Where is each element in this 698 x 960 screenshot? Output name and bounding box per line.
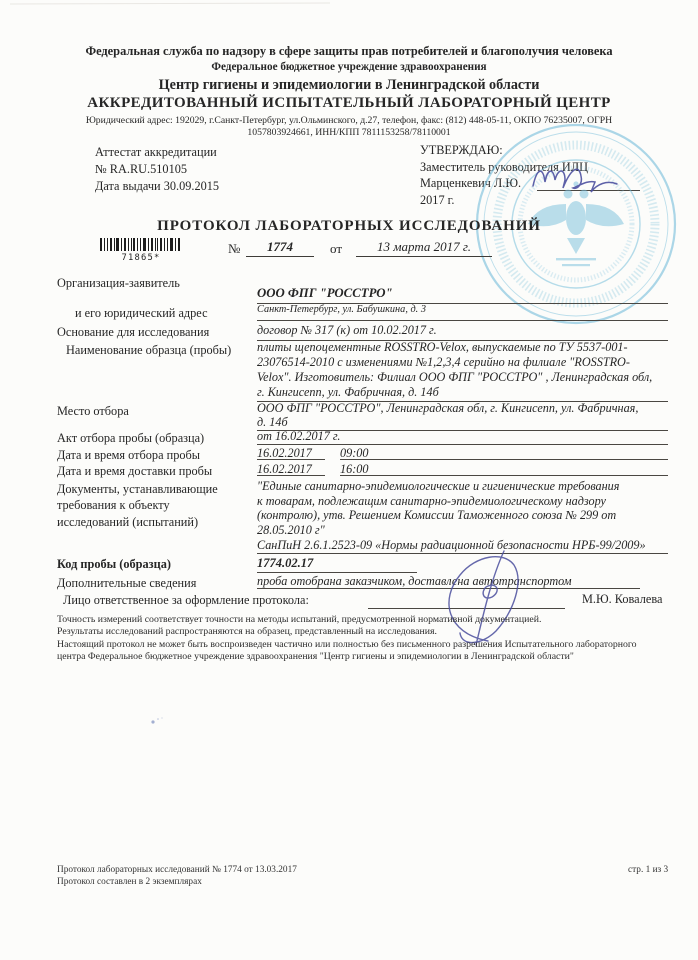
legal-address-label: и его юридический адрес (75, 306, 208, 320)
header-center-line: Центр гигиены и эпидемиологии в Ленинградской области (158, 77, 540, 93)
footer-page-indicator: стр. 1 из 3 (628, 865, 669, 875)
extra-info-value: проба отобрана заказчиком, доставлена автотранспортом (257, 574, 640, 589)
requirement-docs-label: Документы, устанавливающие требования к объекту исследований (испытаний) (57, 482, 218, 529)
from-word: от (330, 241, 343, 256)
accreditation-number: № RA.RU.510105 (95, 162, 188, 176)
footer-copies-note: Протокол составлен в 2 экземплярах (57, 877, 202, 887)
sampling-act-value: от 16.02.2017 г. (257, 429, 668, 445)
ink-speck (150, 716, 164, 726)
approval-name: Марценкевич Л.Ю. (420, 176, 522, 190)
header-accredited-line: АККРЕДИТОВАННЫЙ ИСПЫТАТЕЛЬНЫЙ ЛАБОРАТОРНЫЙ ЦЕНТР (87, 95, 611, 111)
delivery-date: 16.02.2017 (257, 462, 325, 476)
org-value: ООО ФПГ "РОССТРО" (257, 286, 668, 304)
legal-address-value: Санкт-Петербург, ул. Бабушкина, д. 3 (257, 304, 668, 321)
approval-position: Заместитель руководителя ИЛЦ (420, 160, 589, 174)
sample-name-value: плиты щепоцементные ROSSTRO-Velox, выпускаемые по ТУ 5537-001- 23076514-2010 с изменениями №1,2,3,4 серийно на филиале "ROSSTRO- Velox". Изготовитель: Филиал ООО ФПГ "РОССТРО" , Ленинградская обл, г. Кингисепп, ул. Фабричная, д. 14б (257, 340, 668, 402)
sample-name-label: Наименование образца (пробы) (66, 343, 232, 357)
basis-label: Основание для исследования (57, 325, 210, 339)
header-address-line-2: 1057803924661, ИНН/КПП 7811153258/78110001 (247, 127, 451, 138)
sampling-place-label: Место отбора (57, 404, 129, 418)
approval-word: УТВЕРЖДАЮ: (420, 143, 503, 157)
note-accuracy: Точность измерений соответствует точности на методы испытаний, предусмотренной нормативной документацией. (57, 614, 542, 625)
delivery-datetime-label: Дата и время доставки пробы (57, 464, 213, 478)
accreditation-title: Аттестат аккредитации (95, 145, 217, 159)
basis-value: договор № 317 (к) от 10.02.2017 г. (257, 323, 668, 341)
sampling-place-value: ООО ФПГ "РОССТРО", Ленинградская обл, г. Кингисепп, ул. Фабричная, д. 14б (257, 402, 668, 431)
requirement-docs-value: "Единые санитарно-эпидемиологические и гигиенические требования к товарам, подлежащим санитарно-эпидемиологическому надзору (контролю), утв. Решением Комиссии Таможенного союза № 299 от 28.05.2010 г" СанПиН 2.6.1.2523-09 «Нормы радиационной безопасности НРБ-99/2009» (257, 479, 668, 554)
selection-time: 09:00 (340, 446, 668, 460)
fine-print-notes (57, 614, 661, 664)
accreditation-issued: Дата выдачи 30.09.2015 (95, 179, 220, 193)
barcode-icon (100, 238, 182, 251)
protocol-title: ПРОТОКОЛ ЛАБОРАТОРНЫХ ИССЛЕДОВАНИЙ (157, 218, 541, 234)
selection-date: 16.02.2017 (257, 446, 325, 460)
footer-protocol-ref: Протокол лабораторных исследований № 1774 от 13.03.2017 (57, 865, 297, 875)
responsible-person-name: М.Ю. Ковалева (582, 592, 663, 606)
approval-year: 2017 г. (420, 193, 455, 207)
delivery-time: 16:00 (340, 462, 668, 476)
extra-info-label: Дополнительные сведения (57, 576, 197, 590)
header-institution-line: Федеральное бюджетное учреждение здравоохранения (211, 61, 487, 73)
number-sign: № (228, 241, 241, 256)
scan-artifact-line (10, 2, 330, 4)
org-label: Организация-заявитель (57, 276, 180, 290)
header-address-line-1: Юридический адрес: 192029, г.Санкт-Петербург, ул.Ольминского, д.27, телефон, факс: (812) 448-05-11, ОКПО 76235007, ОГРН (85, 115, 613, 126)
sample-code-value: 1774.02.17 (257, 556, 417, 573)
protocol-number: 1774 (246, 239, 314, 257)
protocol-date: 13 марта 2017 г. (356, 239, 492, 257)
sampling-act-label: Акт отбора пробы (образца) (57, 431, 205, 445)
note-reproduction: Настоящий протокол не может быть воспроизведен частично или полностью без письменного разрешения Испытательного лабораторного центра Федеральное бюджетное учреждение здравоохранения "Центр гигиены и эпидемиологии в Ленинградской области" (57, 638, 637, 663)
header-service-line: Федеральная служба по надзору в сфере защиты прав потребителей и благополучия человека (85, 44, 613, 58)
note-scope: Результаты исследований распространяются на образец, представленный на исследования. (57, 626, 437, 638)
barcode-label: 71865* (121, 253, 161, 263)
approver-signature (527, 156, 632, 198)
selection-datetime-label: Дата и время отбора пробы (57, 448, 201, 462)
sample-code-label: Код пробы (образца) (57, 557, 171, 571)
responsible-person-label: Лицо ответственное за оформление протокола: (63, 593, 309, 607)
